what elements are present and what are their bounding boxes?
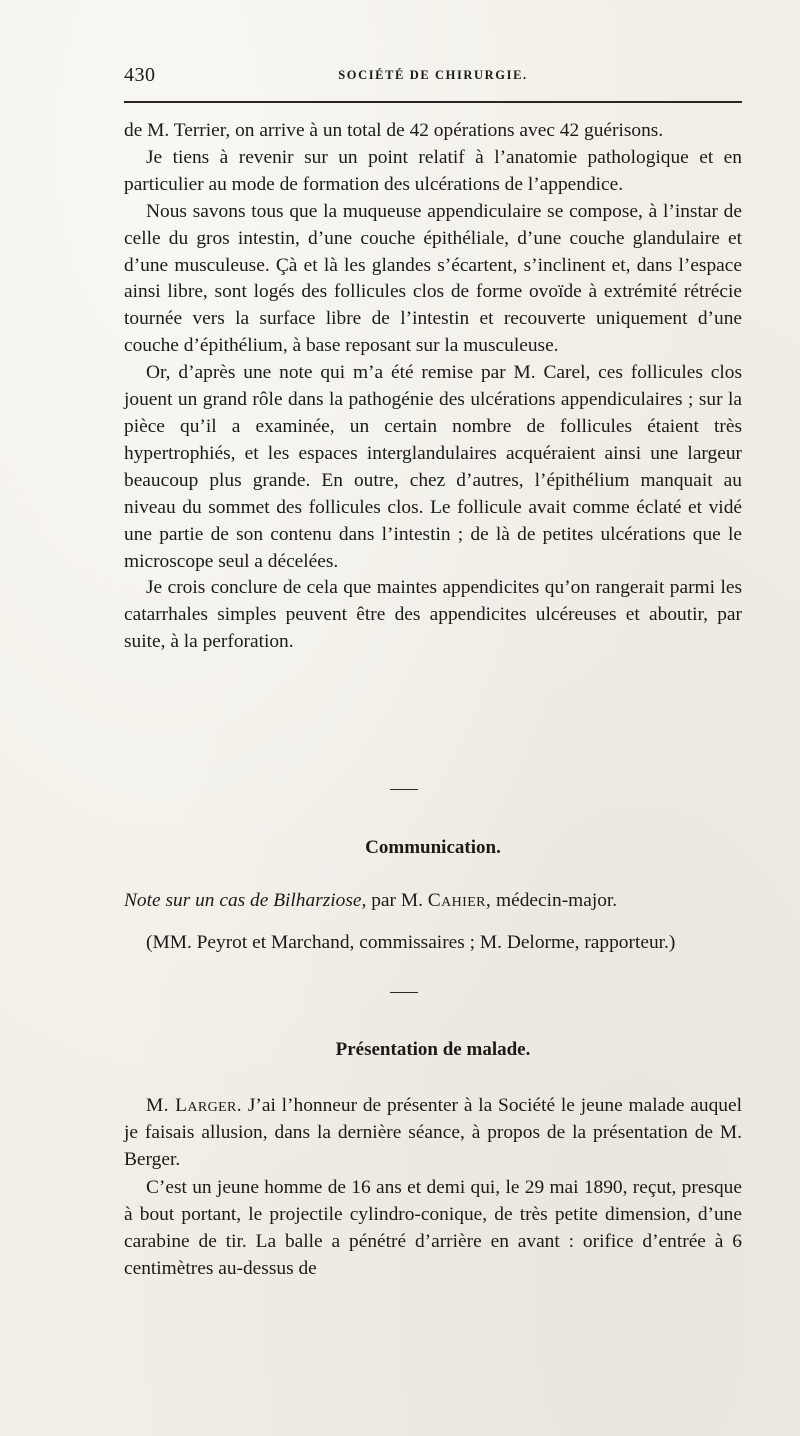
note-author: Cahier, [427, 890, 492, 911]
paragraph [124, 1092, 742, 1174]
commission-paragraph [124, 930, 742, 957]
running-head: SOCIÉTÉ DE CHIRURGIE. [338, 68, 528, 82]
main-text [124, 118, 742, 656]
paragraph: C’est un jeune homme de 16 ans et demi qui, le 29 mai 1890, reçut, presque à bout portant, le projectile cylindro-conique, de très petite dimension, d’une carabine de tir. La balle a pénétré d’arrière en avant : orifice d’entrée à 6 centimètres au-dessus de [124, 1176, 742, 1280]
page-header [124, 64, 742, 94]
paragraph: Or, d’après une note qui m’a été remise par M. Carel, ces follicules clos jouent un grand rôle dans la pathogénie des ulcérations appendiculaires ; sur la pièce qu’il a examinée, un certain nombre de follicules étaient très hypertrophiés, et les espaces interglandulaires acquéraient ainsi une largeur beaucoup plus grande. En outre, chez d’autres, l’épithélium manquait au niveau du sommet des follicules clos. Le follicule avait comme éclaté et vidé une partie de son contenu dans l’intestin ; de là de petites ulcérations que le microscope seul a décelées. [124, 362, 742, 572]
note-role: médecin-major. [496, 890, 618, 911]
section-title-presentation: Présentation de malade. [335, 1039, 531, 1060]
paragraph: Nous savons tous que la muqueuse appendiculaire se compose, à l’instar de celle du gros intestin, d’une couche épithéliale, d’une couche glandulaire et d’une musculeuse. Çà et là les glandes s’écartent, s’inclinent et, dans l’espace ainsi libre, sont logés des follicules clos de forme ovoïde à extrémité rétrécie tournée vers la surface libre de l’intestin et recouverte uniquement d’une couche d’épithélium, à base reposant sur la musculeuse. [124, 200, 742, 357]
header-rule [124, 101, 742, 103]
paragraph: Je tiens à revenir sur un point relatif à l’anatomie pathologique et en particulier au mode de formation des ulcérations de l’appendice. [124, 146, 742, 195]
commission-text: (MM. Peyrot et Marchand, commissaires ; M. Delorme, rapporteur.) [146, 932, 676, 953]
communication-note [124, 888, 742, 915]
section-title-communication: Communication. [365, 837, 501, 858]
paragraph: de M. Terrier, on arrive à un total de 42 opérations avec 42 guérisons. [124, 120, 664, 141]
page-number: 430 [124, 64, 156, 86]
section-divider [390, 992, 418, 993]
section-divider [390, 789, 418, 790]
presentation-text [124, 1092, 742, 1282]
note-title: Note sur un cas de Bilharziose, [124, 890, 367, 911]
paragraph-text: J’ai l’honneur de présenter à la Société le jeune malade auquel je faisais allusion, dans la dernière séance, à propos de la présentation de M. Berger. [124, 1095, 742, 1171]
note-by: par M. [371, 890, 423, 911]
paragraph: Je crois conclure de cela que maintes appendicites qu’on rangerait parmi les catarrhales simples peuvent être des appendicites ulcéreuses et aboutir, par suite, à la perforation. [124, 577, 742, 653]
speaker-name: M. Larger. [146, 1095, 243, 1116]
